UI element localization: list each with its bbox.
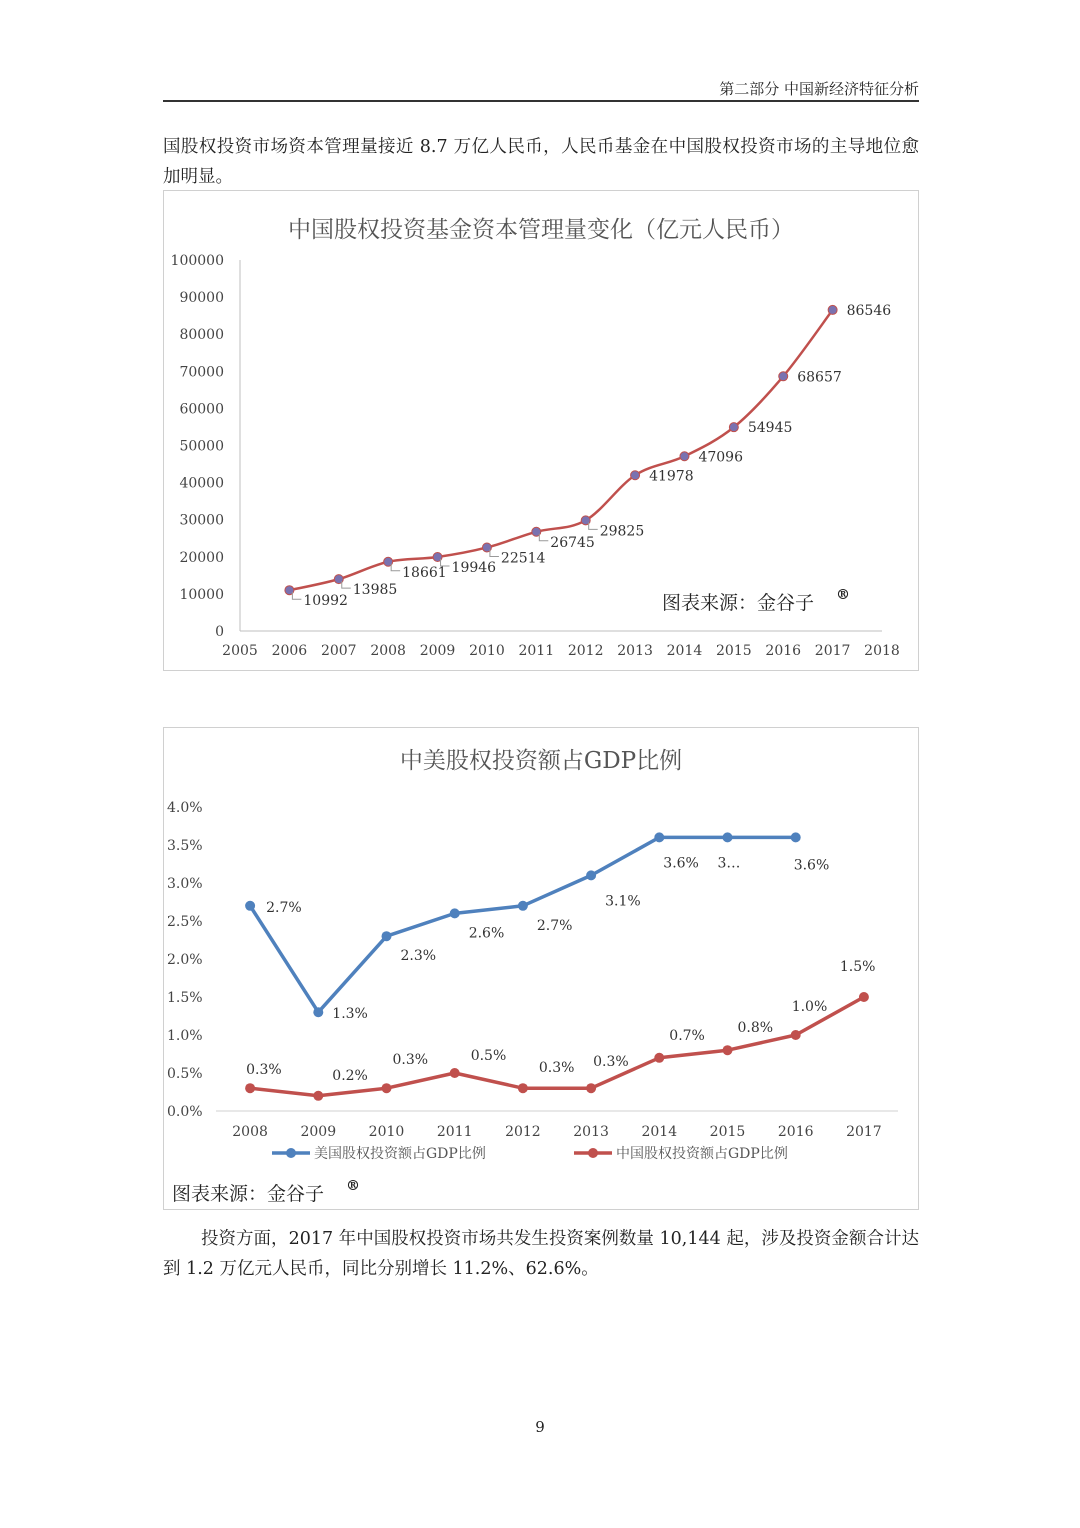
data-point [518, 901, 528, 911]
x-tick-label: 2017 [814, 643, 851, 659]
data-label-leader [490, 549, 499, 556]
y-tick-label: 50000 [179, 438, 224, 455]
y-tick-label: 0 [215, 624, 224, 640]
data-label: 1.5% [839, 959, 876, 975]
x-tick-label: 2006 [271, 643, 308, 659]
y-tick-label: 2.0% [167, 952, 203, 968]
y-tick-label: 60000 [179, 401, 224, 418]
y-tick-label: 20000 [179, 549, 224, 566]
y-tick-label: 0.5% [167, 1066, 203, 1082]
data-label: 2.7% [536, 917, 573, 934]
series-line [250, 837, 796, 1012]
x-tick-label: 2018 [864, 643, 900, 659]
data-point [313, 1091, 323, 1101]
data-point [450, 908, 460, 918]
data-point [723, 1045, 733, 1055]
x-tick-label: 2009 [419, 643, 456, 659]
x-tick-label: 2013 [573, 1124, 609, 1140]
data-label: 2.7% [266, 899, 302, 916]
x-tick-label: 2009 [300, 1124, 337, 1140]
page-header [163, 76, 919, 102]
data-point [791, 832, 801, 842]
y-tick-label: 100000 [170, 253, 224, 269]
section-title: 第二部分 中国新经济特征分析 [719, 80, 919, 98]
x-tick-label: 2010 [469, 643, 505, 659]
data-label: 29825 [599, 523, 645, 540]
investment-paragraph: 投资方面，2017 年中国股权投资市场共发生投资案例数量 10,144 起，涉及投资金额合计达到 1.2 万亿元人民币，同比分别增长 11.2%、62.6%。 [163, 1229, 919, 1279]
data-label-leader [342, 581, 351, 588]
chart-source: 图表来源：金谷子 [662, 592, 815, 614]
data-label: 0.5% [470, 1048, 507, 1064]
data-label: 3.6% [663, 855, 699, 872]
y-tick-label: 90000 [179, 290, 224, 307]
y-tick-label: 4.0% [167, 800, 203, 816]
y-tick-label: 70000 [179, 364, 224, 381]
y-tick-label: 30000 [179, 512, 224, 529]
data-point [654, 1053, 664, 1063]
data-label: 19946 [451, 560, 497, 577]
y-tick-label: 1.5% [167, 990, 203, 1006]
chart-capital-management [163, 190, 919, 671]
data-label: 1.0% [791, 999, 828, 1015]
data-label: 3.6% [793, 857, 830, 874]
data-label: 54945 [747, 420, 793, 437]
y-tick-label: 10000 [179, 586, 224, 603]
legend-marker [286, 1148, 296, 1158]
data-point [586, 870, 596, 880]
x-tick-label: 2015 [716, 643, 752, 659]
x-tick-label: 2011 [436, 1124, 473, 1140]
data-label-leader [539, 534, 548, 541]
data-point [313, 1007, 323, 1017]
x-tick-label: 2005 [222, 643, 258, 659]
data-point [245, 1083, 255, 1093]
data-label: 3… [717, 855, 741, 872]
y-tick-label: 3.0% [167, 876, 203, 892]
legend-label: 中国股权投资额占GDP比例 [616, 1146, 788, 1162]
data-label: 0.3% [392, 1052, 429, 1069]
y-tick-label: 3.5% [167, 838, 203, 854]
chart-gdp-ratio [163, 727, 919, 1210]
data-label: 68657 [797, 369, 842, 386]
x-tick-label: 2016 [777, 1124, 814, 1140]
data-label: 41978 [649, 468, 694, 485]
data-label: 18661 [402, 564, 447, 581]
x-tick-label: 2012 [567, 643, 604, 659]
data-label: 22514 [500, 550, 546, 567]
data-label: 86546 [846, 302, 892, 319]
x-tick-label: 2013 [617, 643, 653, 659]
y-tick-label: 0.0% [167, 1104, 203, 1120]
data-label: 0.2% [332, 1067, 368, 1084]
y-tick-label: 80000 [179, 327, 224, 344]
data-label: 0.3% [593, 1054, 629, 1071]
x-tick-label: 2016 [765, 643, 802, 659]
chart-title: 中国股权投资基金资本管理量变化（亿元人民币） [288, 217, 794, 243]
x-tick-label: 2010 [368, 1124, 405, 1140]
data-point [245, 901, 255, 911]
x-tick-label: 2014 [641, 1124, 678, 1140]
data-label: 47096 [698, 449, 744, 466]
data-point [382, 931, 392, 941]
x-tick-label: 2015 [709, 1124, 746, 1140]
legend-marker [588, 1148, 598, 1158]
data-label: 2.3% [400, 948, 437, 965]
registered-mark: ® [346, 1178, 360, 1194]
x-tick-label: 2011 [518, 643, 555, 659]
x-tick-label: 2007 [320, 643, 357, 659]
x-tick-label: 2017 [846, 1124, 882, 1140]
registered-mark: ® [836, 587, 850, 603]
data-label-leader [292, 592, 301, 599]
data-point [729, 423, 738, 432]
data-point [586, 1083, 596, 1093]
y-tick-label: 1.0% [167, 1028, 203, 1044]
chart-gdp-ratio-svg [164, 728, 918, 1209]
y-tick-label: 2.5% [167, 914, 203, 930]
data-label-leader [589, 522, 598, 529]
x-tick-label: 2008 [232, 1124, 268, 1140]
data-point [382, 1083, 392, 1093]
data-label: 10992 [303, 593, 348, 610]
data-label: 26745 [550, 534, 595, 551]
data-label: 1.3% [332, 1006, 368, 1023]
data-label: 2.6% [468, 925, 505, 942]
intro-paragraph: 国股权投资市场资本管理量接近 8.7 万亿人民币，人民币基金在中国股权投资市场的主导地位愈加明显。 [163, 137, 919, 187]
data-label: 13985 [352, 582, 398, 599]
data-label: 0.3% [246, 1062, 282, 1079]
data-point [680, 452, 689, 461]
data-point [654, 832, 664, 842]
data-label: 3.1% [605, 893, 641, 910]
x-tick-label: 2012 [505, 1124, 541, 1140]
chart-title: 中美股权投资额占GDP比例 [399, 748, 683, 774]
data-point [450, 1068, 460, 1078]
y-tick-label: 40000 [179, 475, 224, 492]
data-point [791, 1030, 801, 1040]
data-point [828, 305, 837, 314]
x-tick-label: 2014 [666, 643, 703, 659]
data-point [631, 471, 640, 480]
page-number: 9 [535, 1418, 545, 1436]
data-point [518, 1083, 528, 1093]
data-label: 0.8% [737, 1020, 774, 1037]
data-point [859, 992, 869, 1002]
chart-capital-management-svg [164, 191, 918, 670]
data-point [723, 832, 733, 842]
data-point [779, 372, 788, 381]
x-tick-label: 2008 [370, 643, 406, 659]
data-label-leader [391, 564, 400, 571]
data-label: 0.3% [538, 1060, 575, 1077]
legend-label: 美国股权投资额占GDP比例 [314, 1146, 486, 1162]
data-label: 0.7% [669, 1027, 705, 1044]
chart-source: 图表来源：金谷子 [172, 1183, 325, 1205]
